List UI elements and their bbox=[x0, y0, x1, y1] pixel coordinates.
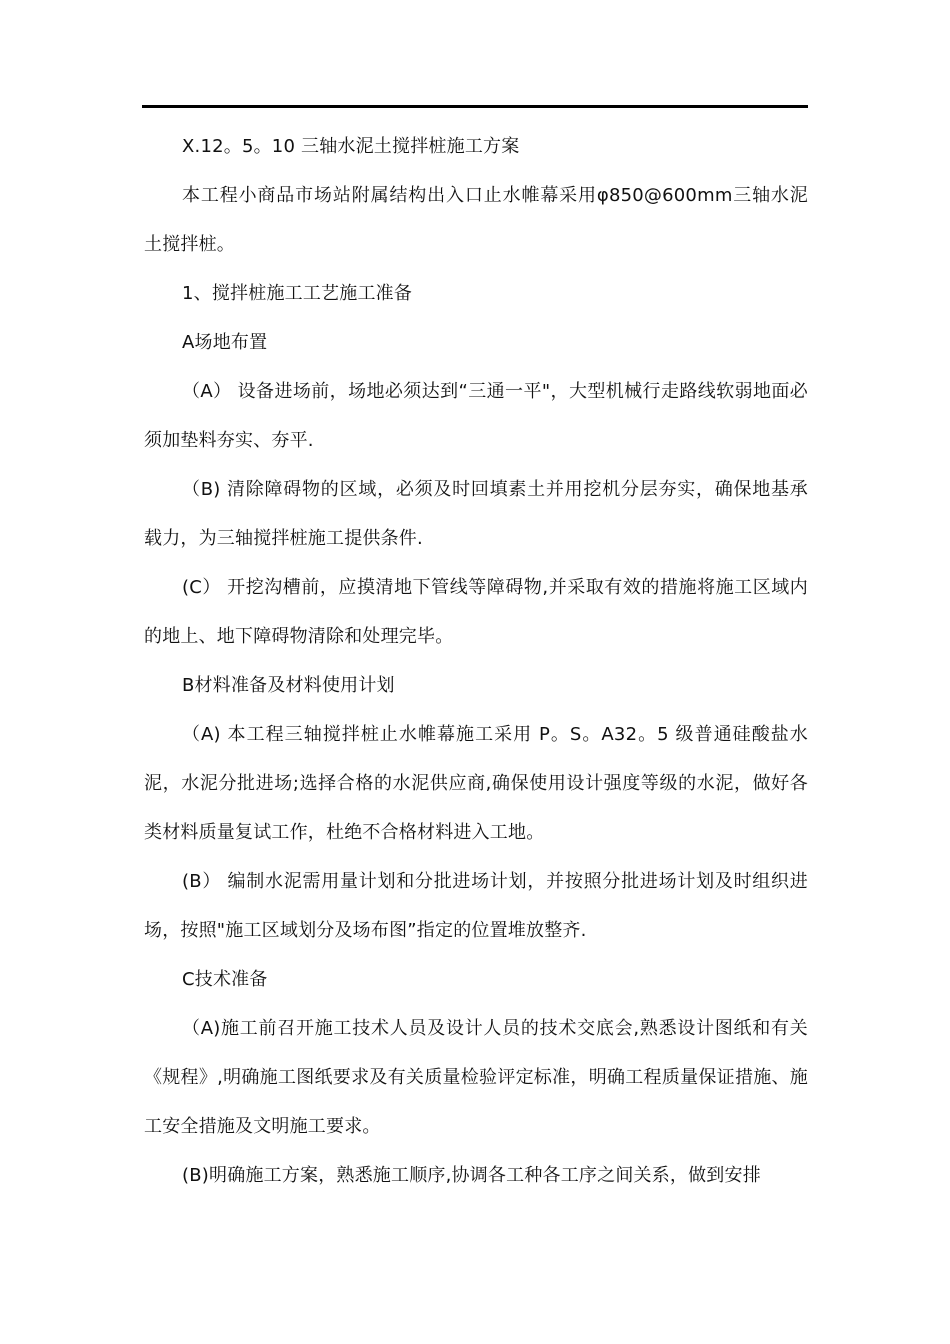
subsection-heading: 1、搅拌桩施工工艺施工准备 bbox=[182, 283, 413, 304]
header-rule bbox=[142, 105, 808, 108]
body-paragraph: （B) 清除障碍物的区域，必须及时回填素土并用挖机分层夯实，确保地基承载力，为三轴搅拌桩施工提供条件. bbox=[144, 479, 808, 549]
subsection-heading: A场地布置 bbox=[182, 332, 268, 353]
subsection-heading: C技术准备 bbox=[182, 969, 268, 990]
body-paragraph: （A） 设备进场前，场地必须达到“三通一平"，大型机械行走路线软弱地面必须加垫料夯实、夯平. bbox=[144, 381, 808, 451]
body-paragraph: （A)施工前召开施工技术人员及设计人员的技术交底会,熟悉设计图纸和有关《规程》,明确施工图纸要求及有关质量检验评定标准，明确工程质量保证措施、施工安全措施及文明施工要求。 bbox=[144, 1018, 808, 1137]
section-heading: X.12。5。10 三轴水泥土搅拌桩施工方案 bbox=[182, 136, 520, 157]
body-paragraph: (B） 编制水泥需用量计划和分批进场计划，并按照分批进场计划及时组织进场，按照"施工区域划分及场布图”指定的位置堆放整齐. bbox=[144, 871, 808, 941]
subsection-heading: B材料准备及材料使用计划 bbox=[182, 675, 395, 696]
body-paragraph: （A) 本工程三轴搅拌桩止水帷幕施工采用 P。S。A32。5 级普通硅酸盐水泥，水泥分批进场;选择合格的水泥供应商,确保使用设计强度等级的水泥，做好各类材料质量复试工作，杜绝不合格材料进入工地。 bbox=[144, 724, 808, 843]
document-body bbox=[144, 122, 808, 1200]
body-paragraph: 本工程小商品市场站附属结构出入口止水帷幕采用φ850@600mm三轴水泥土搅拌桩。 bbox=[144, 185, 808, 255]
body-paragraph: (C） 开挖沟槽前，应摸清地下管线等障碍物,并采取有效的措施将施工区域内的地上、地下障碍物清除和处理完毕。 bbox=[144, 577, 808, 647]
body-paragraph: (B)明确施工方案，熟悉施工顺序,协调各工种各工序之间关系，做到安排 bbox=[182, 1165, 761, 1186]
